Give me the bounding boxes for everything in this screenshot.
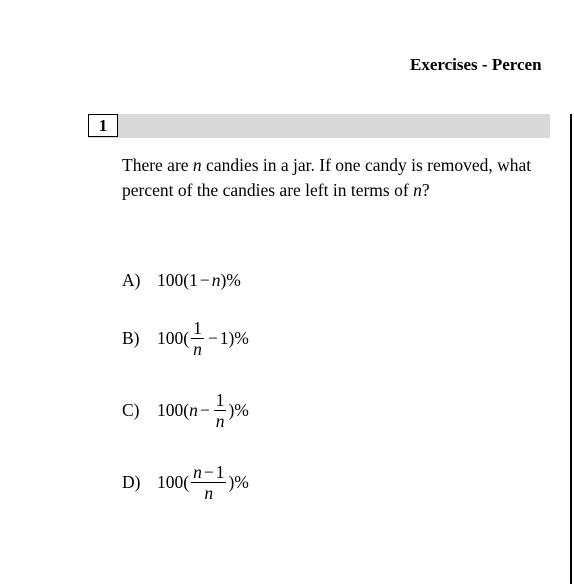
choice-d-numerator-var: n	[193, 462, 202, 482]
question-text-part1: There are	[122, 155, 193, 175]
choice-b-suffix: 1)%	[219, 328, 249, 348]
choice-b-fraction	[191, 318, 204, 359]
choice-d-numerator	[191, 462, 226, 483]
question-variable: n	[192, 155, 202, 175]
choice-c-fraction	[214, 390, 227, 431]
question-number: 1	[88, 114, 118, 137]
right-margin-rule	[570, 114, 572, 584]
choice-c-suffix: )%	[228, 400, 249, 420]
choice-c-expression	[157, 390, 249, 431]
question-text-part3: ?	[421, 180, 430, 200]
choice-a-prefix: 100(1	[157, 270, 198, 290]
question-variable-2: n	[413, 180, 422, 200]
choice-c-letter: C)	[122, 400, 140, 420]
choice-b[interactable]	[122, 318, 249, 359]
choice-a[interactable]	[122, 270, 241, 291]
choice-d-denominator: n	[204, 483, 214, 503]
choice-a-letter: A)	[122, 270, 141, 290]
choice-d-letter: D)	[122, 472, 141, 492]
choice-c-var: n	[189, 400, 198, 420]
choice-d-fraction	[191, 462, 226, 503]
choice-c-prefix: 100(	[157, 400, 190, 420]
question-text	[122, 153, 542, 203]
choice-d-expression	[157, 462, 249, 503]
choice-d-numerator-minus: −	[203, 462, 214, 482]
choice-d-suffix: )%	[228, 472, 249, 492]
page-header-title: Exercises - Percen	[410, 55, 542, 74]
choice-b-expression	[157, 318, 249, 359]
choice-a-var: n	[211, 270, 221, 290]
choice-b-letter: B)	[122, 328, 140, 348]
choice-c[interactable]	[122, 390, 249, 431]
choice-d-numerator-one: 1	[215, 462, 225, 482]
choice-c-minus: −	[199, 400, 210, 420]
choice-c-numerator: 1	[215, 390, 225, 410]
choice-a-suffix: )%	[220, 270, 241, 290]
choice-b-prefix: 100(	[157, 328, 190, 348]
choice-d-prefix: 100(	[157, 472, 190, 492]
choice-b-minus: −	[207, 328, 218, 348]
choice-a-expression	[157, 270, 241, 291]
choice-b-denominator: n	[193, 339, 202, 359]
question-header-bar	[88, 114, 550, 138]
choice-c-denominator: n	[215, 411, 225, 431]
choice-a-minus: −	[199, 270, 210, 290]
choice-d[interactable]	[122, 462, 249, 503]
question-text-part2: candies in a jar. If one candy is removed, what percent of the candies are left in terms of	[122, 155, 532, 200]
choice-b-numerator: 1	[193, 318, 202, 338]
